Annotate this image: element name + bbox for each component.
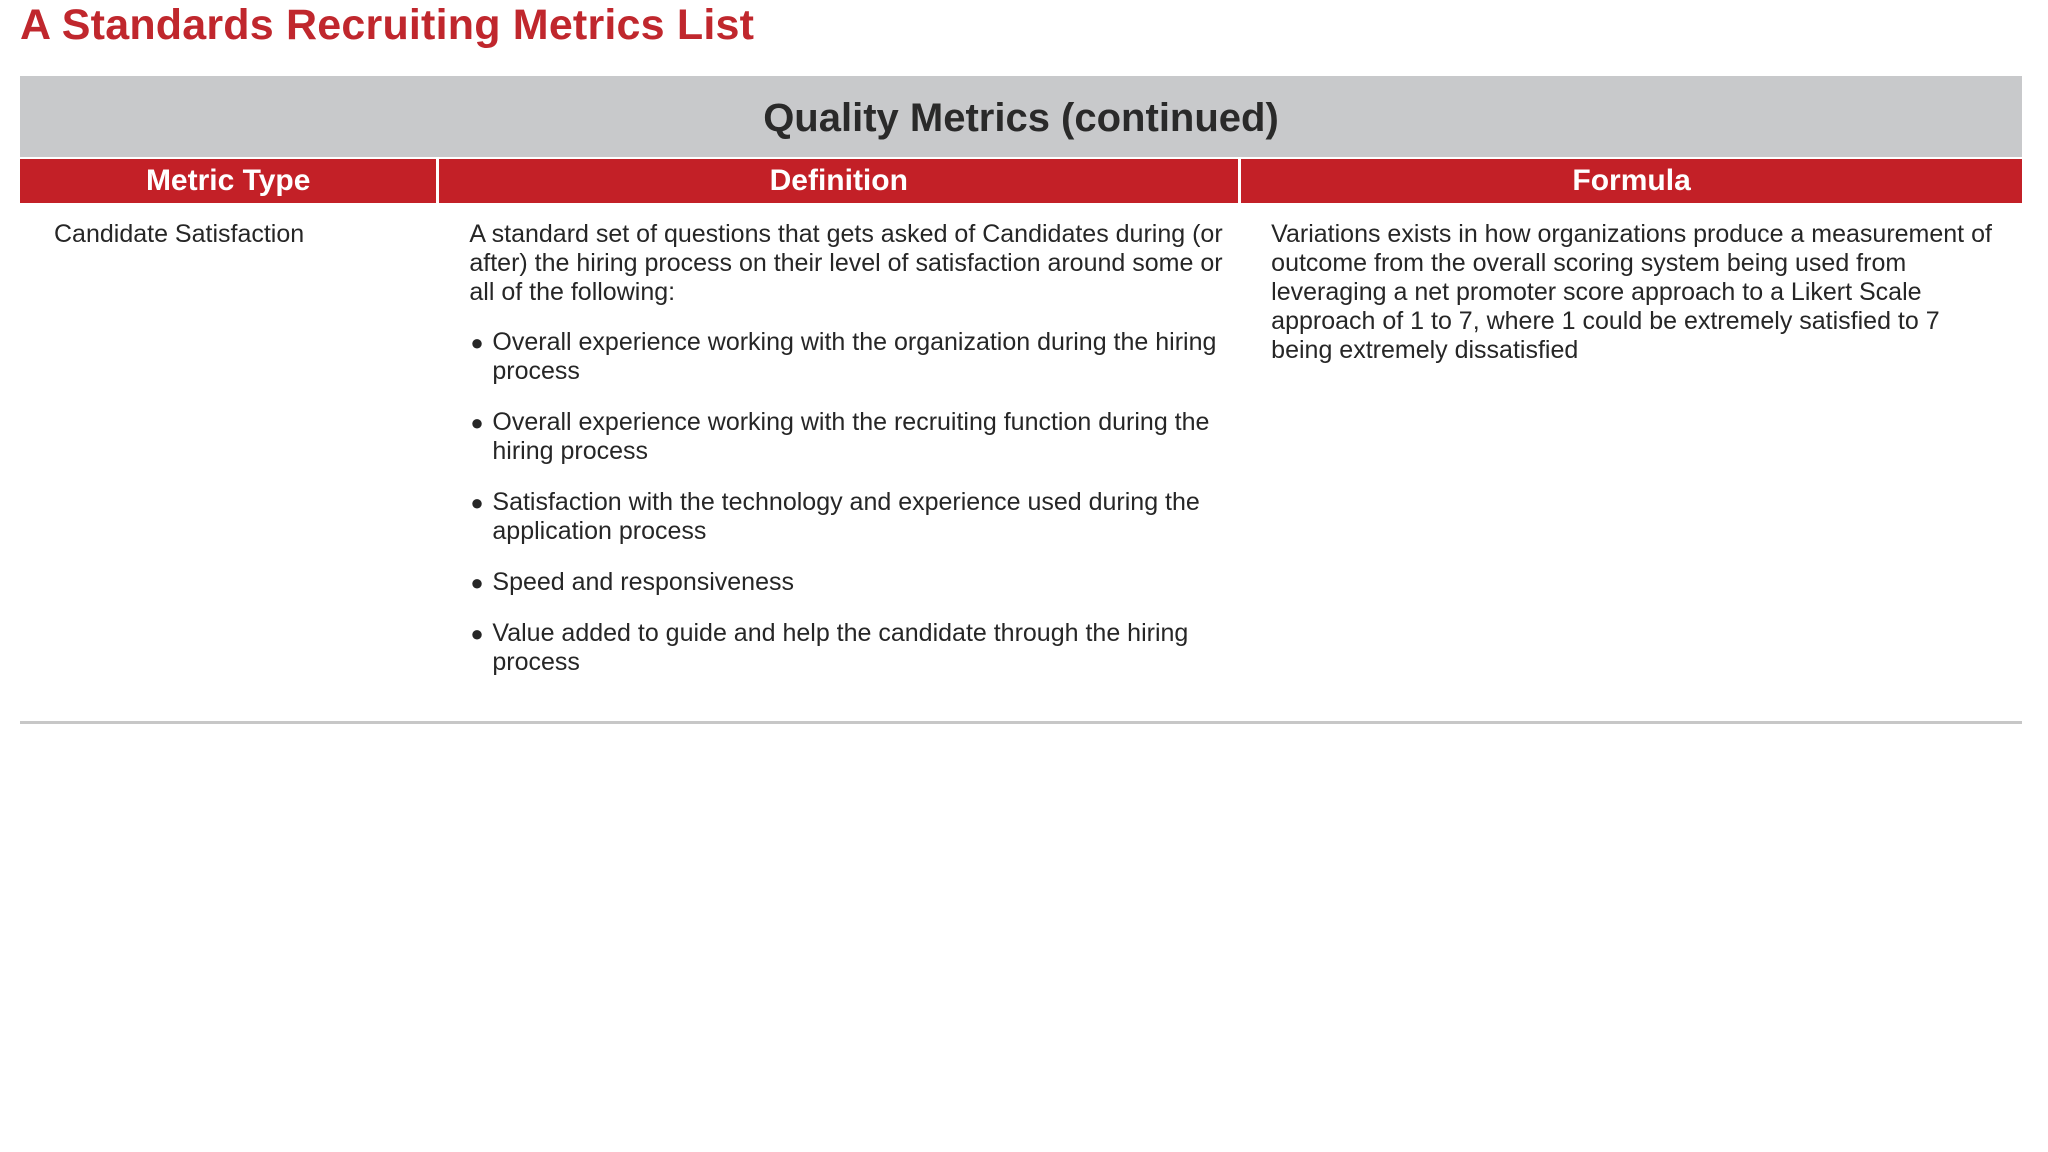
- definition-bullet-item: [469, 488, 1230, 546]
- column-header-definition: Definition: [439, 159, 1238, 203]
- definition-bullet-list: [469, 328, 1230, 677]
- definition-bullet-text: Satisfaction with the technology and experience used during the application process: [492, 488, 1200, 545]
- bullet-dot-icon: ●: [470, 490, 484, 515]
- formula-cell: Variations exists in how organizations produce a measurement of outcome from the overall scoring system being used from leveraging a net promoter score approach to a Likert Scale approach of 1 to 7, where 1 could be extremely satisfied to 7 being extremely dissatisfied: [1271, 220, 1992, 364]
- bullet-dot-icon: ●: [470, 570, 484, 595]
- section-title: Quality Metrics (continued): [20, 76, 2022, 157]
- definition-bullet-text: Overall experience working with the organization during the hiring process: [492, 328, 1217, 385]
- definition-bullet-text: Value added to guide and help the candidate through the hiring process: [492, 619, 1189, 676]
- column-header-metric-type: Metric Type: [20, 159, 436, 203]
- bullet-dot-icon: ●: [470, 330, 484, 355]
- column-header-formula: Formula: [1241, 159, 2022, 203]
- table-header-row: [20, 159, 2022, 203]
- bullet-dot-icon: ●: [470, 621, 484, 646]
- definition-bullet-text: Overall experience working with the recruiting function during the hiring process: [492, 408, 1210, 465]
- definition-intro: A standard set of questions that gets asked of Candidates during (or after) the hiring process on their level of satisfaction around some or all of the following:: [469, 220, 1223, 306]
- page-title: A Standards Recruiting Metrics List: [20, 1, 755, 49]
- bullet-dot-icon: ●: [470, 410, 484, 435]
- definition-cell: [439, 203, 1238, 721]
- definition-bullet-item: [469, 568, 1230, 597]
- metrics-table: [20, 76, 2022, 724]
- definition-bullet-text: Speed and responsiveness: [492, 568, 794, 596]
- table-row: [20, 203, 2022, 724]
- definition-bullet-item: [469, 408, 1230, 466]
- definition-bullet-item: [469, 619, 1230, 677]
- definition-bullet-item: [469, 328, 1230, 386]
- metric-type-cell: Candidate Satisfaction: [54, 220, 305, 248]
